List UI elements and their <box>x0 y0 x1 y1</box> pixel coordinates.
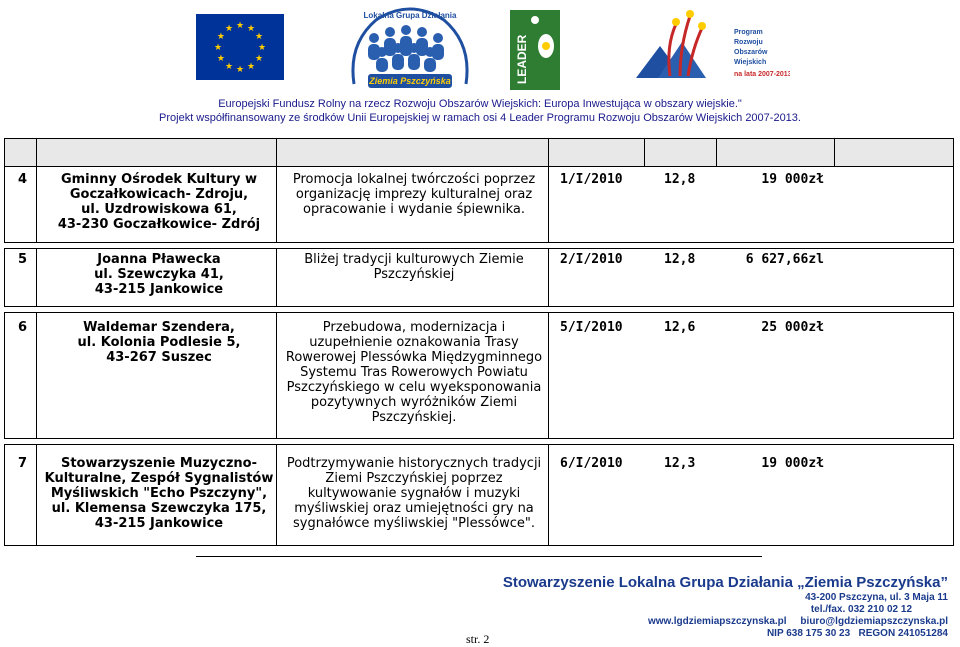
applicant-name: Waldemar Szendera, ul. Kolonia Podlesie 5, 43-267 Suszec <box>77 320 241 365</box>
score: 12,6 <box>664 320 696 335</box>
amount: 25 000zł <box>761 320 824 335</box>
prow-line-2: Rozwoju <box>734 39 763 46</box>
amount: 19 000zł <box>761 456 824 471</box>
applicant-name: Gminny Ośrodek Kultury w Goczałkowicach- Zdroju, ul. Uzdrowiskowa 61, 43-230 Goczałkowice- Zdrój <box>57 172 261 232</box>
cofinancing-statement: Projekt współfinansowany ze środków Unii Europejskiej w ramach osi 4 Leader Programu Rozwoju Obszarów Wiejskich 2007-2013. <box>159 112 801 124</box>
score: 12,8 <box>664 172 696 187</box>
row-number: 6 <box>18 320 28 335</box>
application-code: 2/I/2010 <box>560 252 623 267</box>
applicant-name: Joanna Pławecka ul. Szewczyka 41, 43-215 Jankowice <box>94 252 224 297</box>
prow-line-1: Program <box>734 29 763 36</box>
leader-logo <box>510 10 560 90</box>
prow-line-5: na lata 2007-2013 <box>734 71 790 78</box>
results-table <box>4 138 954 546</box>
prow-line-3: Obszarów <box>734 49 768 56</box>
eu-star-icon: ★ <box>246 23 256 34</box>
eu-star-icon: ★ <box>216 32 225 42</box>
score: 12,8 <box>664 252 696 267</box>
project-description: Promocja lokalnej twórczości poprzez organizację imprezy kulturalnej oraz opracowanie i wydanie śpiewnika. <box>292 172 536 217</box>
lgd-bottom-text: Ziemia Pszczyńska <box>369 76 451 86</box>
organization-ids: NIP 638 175 30 23 REGON 241051284 <box>766 628 948 639</box>
project-description: Przebudowa, modernizacja i uzupełnienie oznakowania Trasy Rowerowej Plessówka Międzygminnego Systemu Tras Rowerowych Powiatu Pszczyńskiego w celu wyeksponowania pozytywnych wyróżników Ziemi Pszczyńskiej. <box>285 320 543 425</box>
eu-flag-logo <box>196 8 284 88</box>
amount: 6 627,66zl <box>745 252 824 267</box>
prow-line-4: Wiejskich <box>734 59 767 66</box>
leader-text: LEADER <box>515 34 529 84</box>
score: 12,3 <box>664 456 696 471</box>
eu-star-icon: ★ <box>246 62 256 73</box>
lgd-top-text: Lokalna Grupa Działania <box>363 11 457 20</box>
amount: 19 000zł <box>761 172 824 187</box>
prow-logo <box>630 6 790 88</box>
applicant-name: Stowarzyszenie Muzyczno- Kulturalne, Zespół Sygnalistów Myśliwskich "Echo Pszczyny", ul. Klemensa Szewczyka 175, 43-215 Jankowice <box>44 456 274 531</box>
eu-star-icon: ★ <box>224 62 234 73</box>
row-number: 5 <box>18 252 28 267</box>
eu-star-icon: ★ <box>255 32 264 42</box>
lgd-logo <box>346 4 474 92</box>
organization-web-email[interactable]: www.lgdziemiapszczynska.pl biuro@lgdziemiapszczynska.pl <box>647 616 948 627</box>
footer-divider <box>196 556 762 557</box>
eu-star-icon: ★ <box>257 43 267 53</box>
application-code: 5/I/2010 <box>560 320 623 335</box>
project-description: Bliżej tradycji kulturowych Ziemie Pszczyńskiej <box>304 252 524 282</box>
eu-star-icon: ★ <box>255 54 264 64</box>
eu-star-icon: ★ <box>235 65 245 75</box>
organization-address: 43-200 Pszczyna, ul. 3 Maja 11 <box>805 592 948 603</box>
row-number: 4 <box>18 172 28 187</box>
page-number: str. 2 <box>466 632 490 646</box>
project-description: Podtrzymywanie historycznych tradycji Ziemi Pszczyńskiej poprzez kultywowanie sygnałów i muzyki myśliwskiej oraz umiejętności gry na sygnałówce myśliwskiej "Plessówce". <box>286 456 542 531</box>
eu-star-icon: ★ <box>235 21 245 31</box>
eu-star-icon: ★ <box>224 23 234 34</box>
application-code: 6/I/2010 <box>560 456 623 471</box>
application-code: 1/I/2010 <box>560 172 623 187</box>
funding-statement: Europejski Fundusz Rolny na rzecz Rozwoju Obszarów Wiejskich: Europa Inwestująca w obszary wiejskie." <box>218 98 742 110</box>
organization-name: Stowarzyszenie Lokalna Grupa Działania „Ziemia Pszczyńska” <box>502 574 948 591</box>
row-number: 7 <box>18 456 28 471</box>
eu-star-icon: ★ <box>213 43 223 53</box>
eu-star-icon: ★ <box>216 54 225 64</box>
organization-phone: tel./fax. 032 210 02 12 <box>810 604 912 615</box>
